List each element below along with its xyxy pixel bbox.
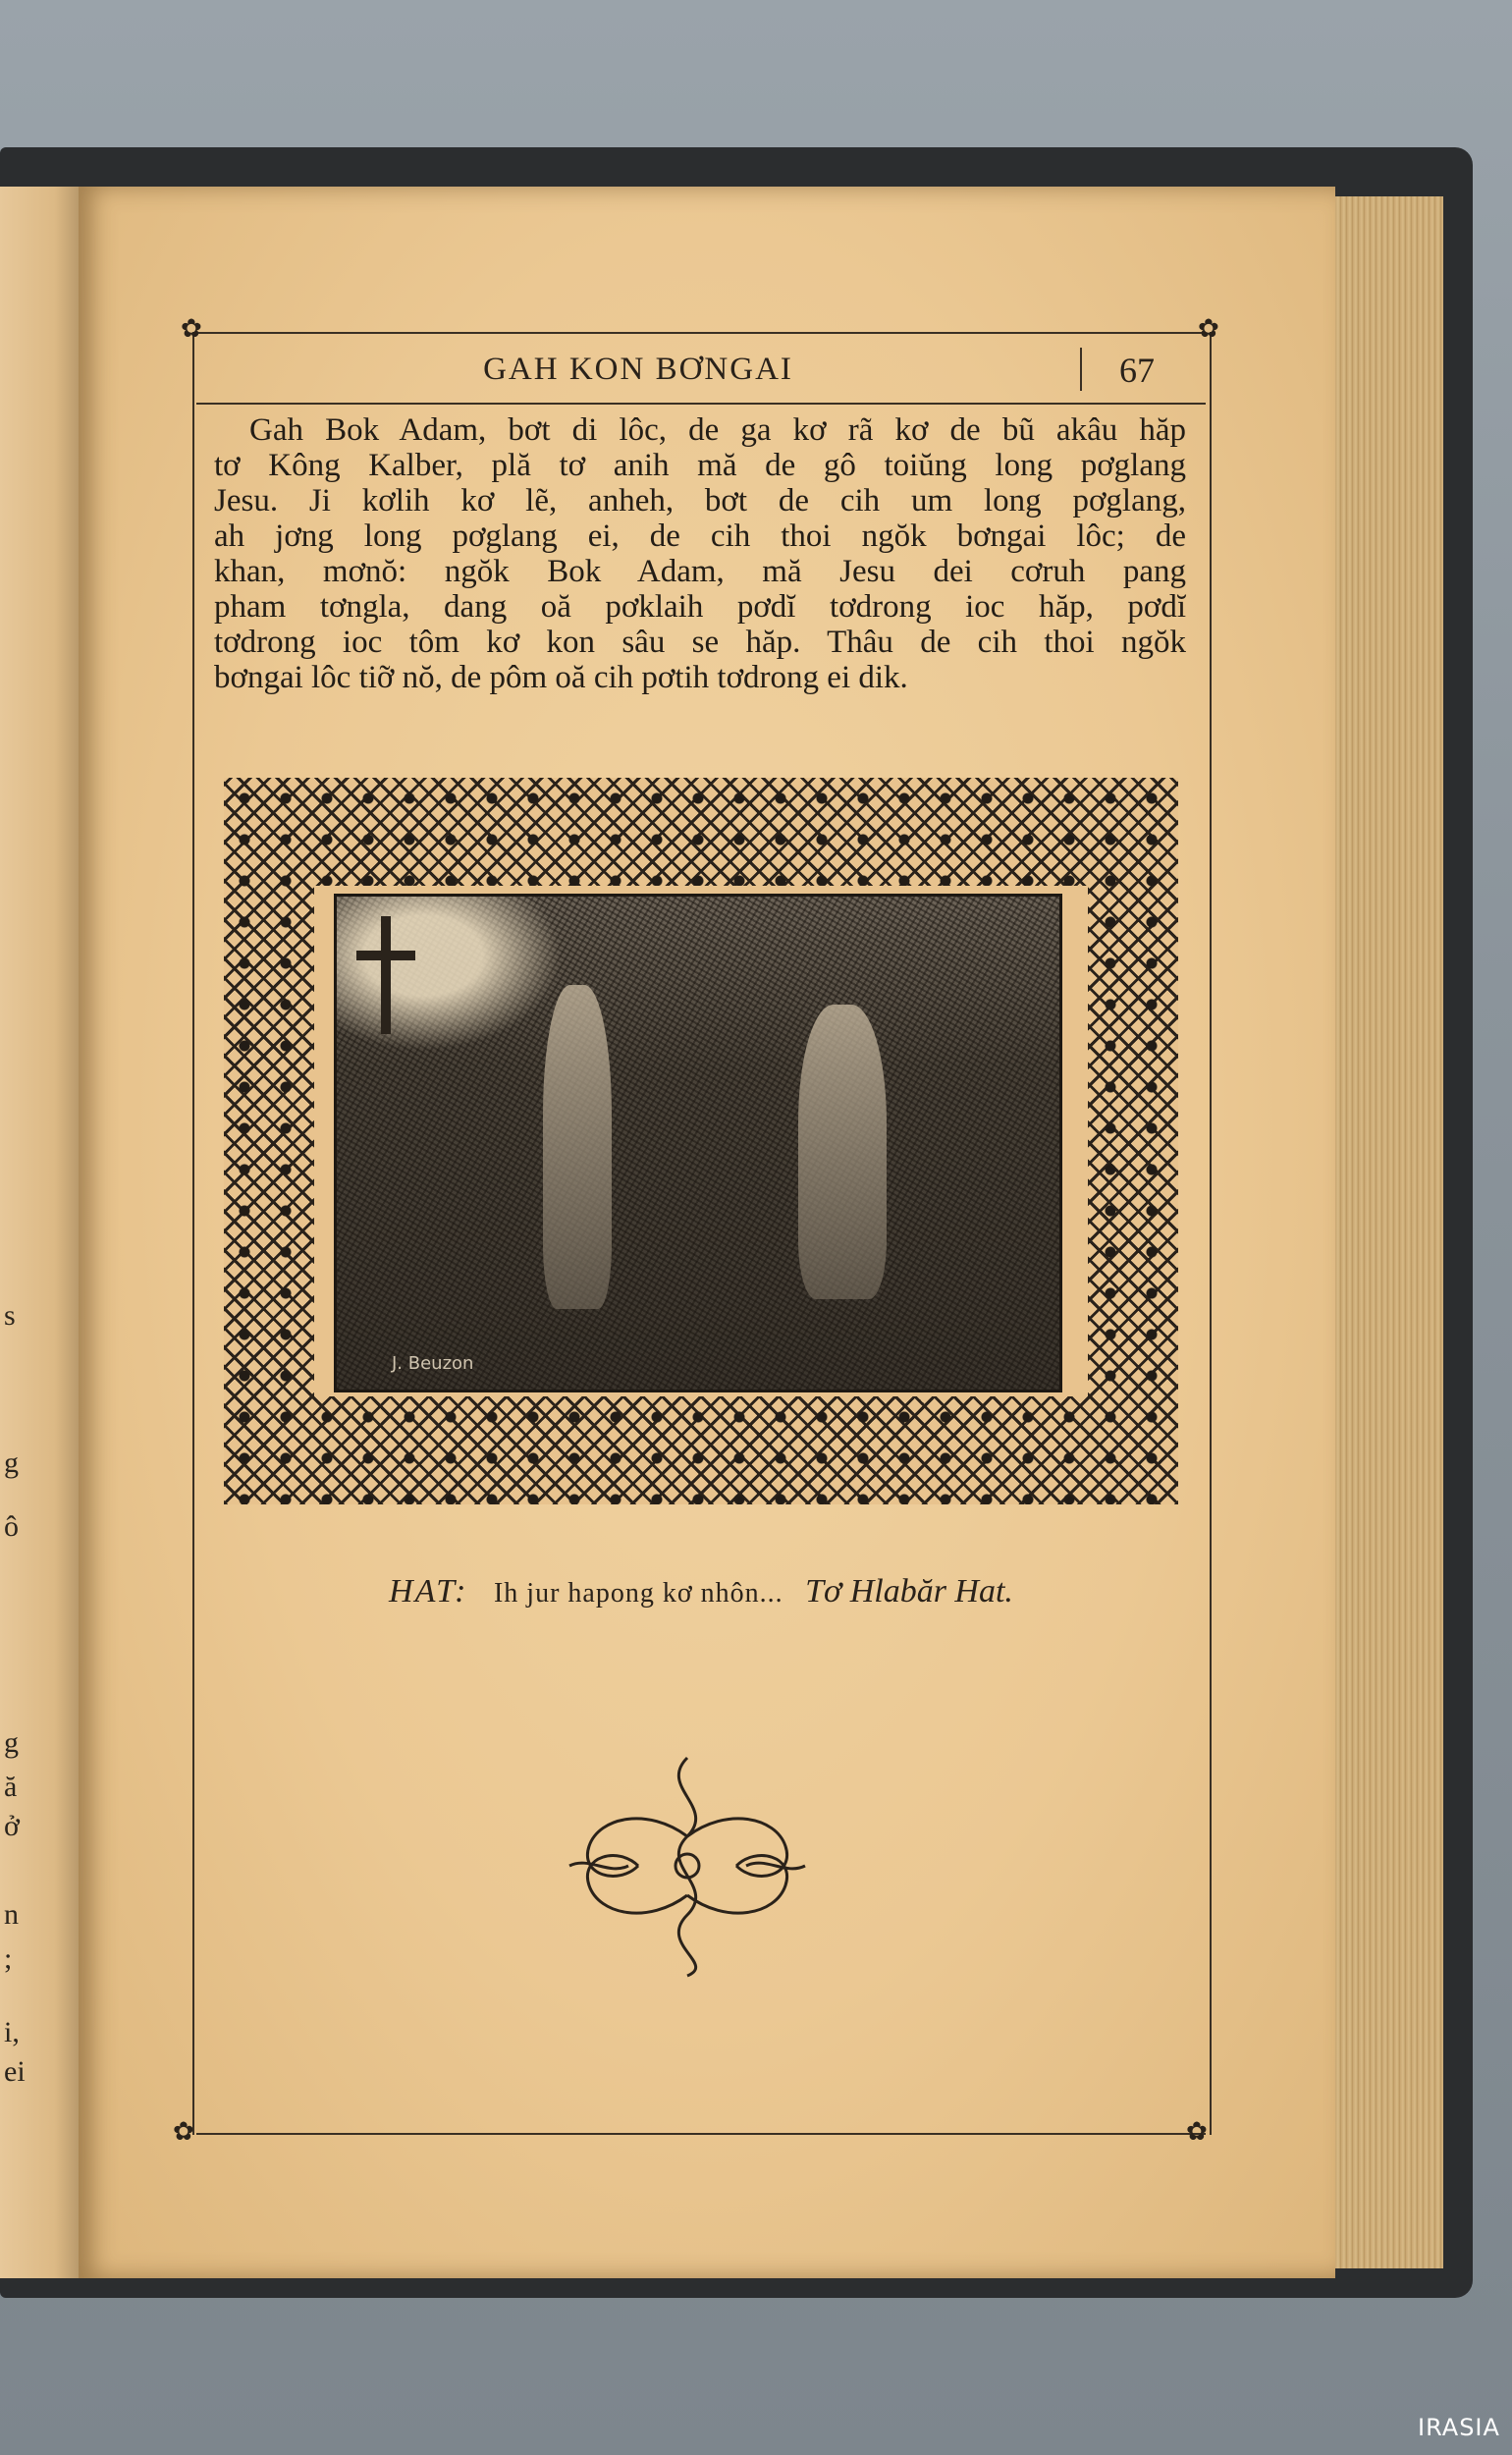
body-line: khan, mơnŏ: ngŏk Bok Adam, mă Jesu dei cơruh pang — [214, 554, 1186, 589]
body-paragraph — [214, 412, 1186, 695]
hymn-source: Tơ Hlabăr Hat. — [805, 1573, 1013, 1609]
body-line: tơdrong ioc tôm kơ kon sâu se hăp. Thâu de cih thoi ngŏk — [214, 625, 1186, 660]
head-rule — [196, 403, 1206, 405]
bottom-rule — [196, 2133, 1206, 2135]
figure-reaching — [798, 1005, 887, 1299]
top-rule — [196, 332, 1206, 334]
corner-ornament-icon: ✿ — [1198, 314, 1219, 343]
flourish-ornament-icon — [560, 1748, 815, 1984]
left-page-fragment: ở — [4, 1810, 20, 1842]
watermark: IRASIA — [1418, 2414, 1500, 2441]
left-page-fragment: i, — [4, 2016, 20, 2048]
left-page-fragment: ei — [4, 2055, 26, 2088]
left-page-fragment: ô — [4, 1510, 19, 1543]
left-page-fragment: ă — [4, 1771, 18, 1803]
left-page-fragment: g — [4, 1726, 19, 1759]
running-head-divider — [1080, 348, 1082, 391]
hymn-label: HAT: — [389, 1573, 468, 1609]
cross-icon — [381, 916, 391, 1034]
hymn-reference — [196, 1573, 1206, 1610]
body-line: Gah Bok Adam, bơt di lôc, de ga kơ rã kơ de bũ akâu hăp — [249, 412, 1186, 448]
corner-ornament-icon: ✿ — [181, 314, 202, 343]
body-line: tơ Kông Kalber, plă tơ anih mă de gô toiŭng long pơglang — [214, 448, 1186, 483]
figure-standing — [543, 985, 612, 1309]
left-page-fragment: g — [4, 1446, 19, 1479]
body-line: ah jơng long pơglang ei, de cih thoi ngŏk bơngai lôc; de — [214, 518, 1186, 554]
cross-icon-bar — [356, 951, 415, 960]
corner-ornament-icon: ✿ — [1186, 2117, 1208, 2146]
left-page-fragment: n — [4, 1898, 19, 1931]
page-number: 67 — [1119, 351, 1155, 390]
corner-ornament-icon: ✿ — [173, 2117, 194, 2146]
hymn-title: Ih jur hapong kơ nhôn... — [493, 1578, 783, 1609]
body-line: Jesu. Ji kơlih kơ lẽ, anheh, bơt de cih um long pơglang, — [214, 483, 1186, 518]
body-line: bơngai lôc tiỡ nŏ, de pôm oă cih pơtih tơdrong ei dik. — [214, 660, 908, 695]
left-page-fragment: ; — [4, 1942, 13, 1975]
running-head-title: GAH KON BƠNGAI — [483, 352, 793, 387]
left-page — [0, 187, 79, 2278]
page-edges — [1335, 196, 1443, 2268]
left-page-fragment: s — [4, 1299, 16, 1332]
engraving-illustration — [334, 894, 1062, 1392]
running-head — [196, 346, 1202, 395]
engraver-signature: J. Beuzon — [392, 1353, 474, 1374]
body-line: pham tơngla, dang oă pơklaih pơdĭ tơdrong ioc hăp, pơdĭ — [214, 589, 1186, 625]
